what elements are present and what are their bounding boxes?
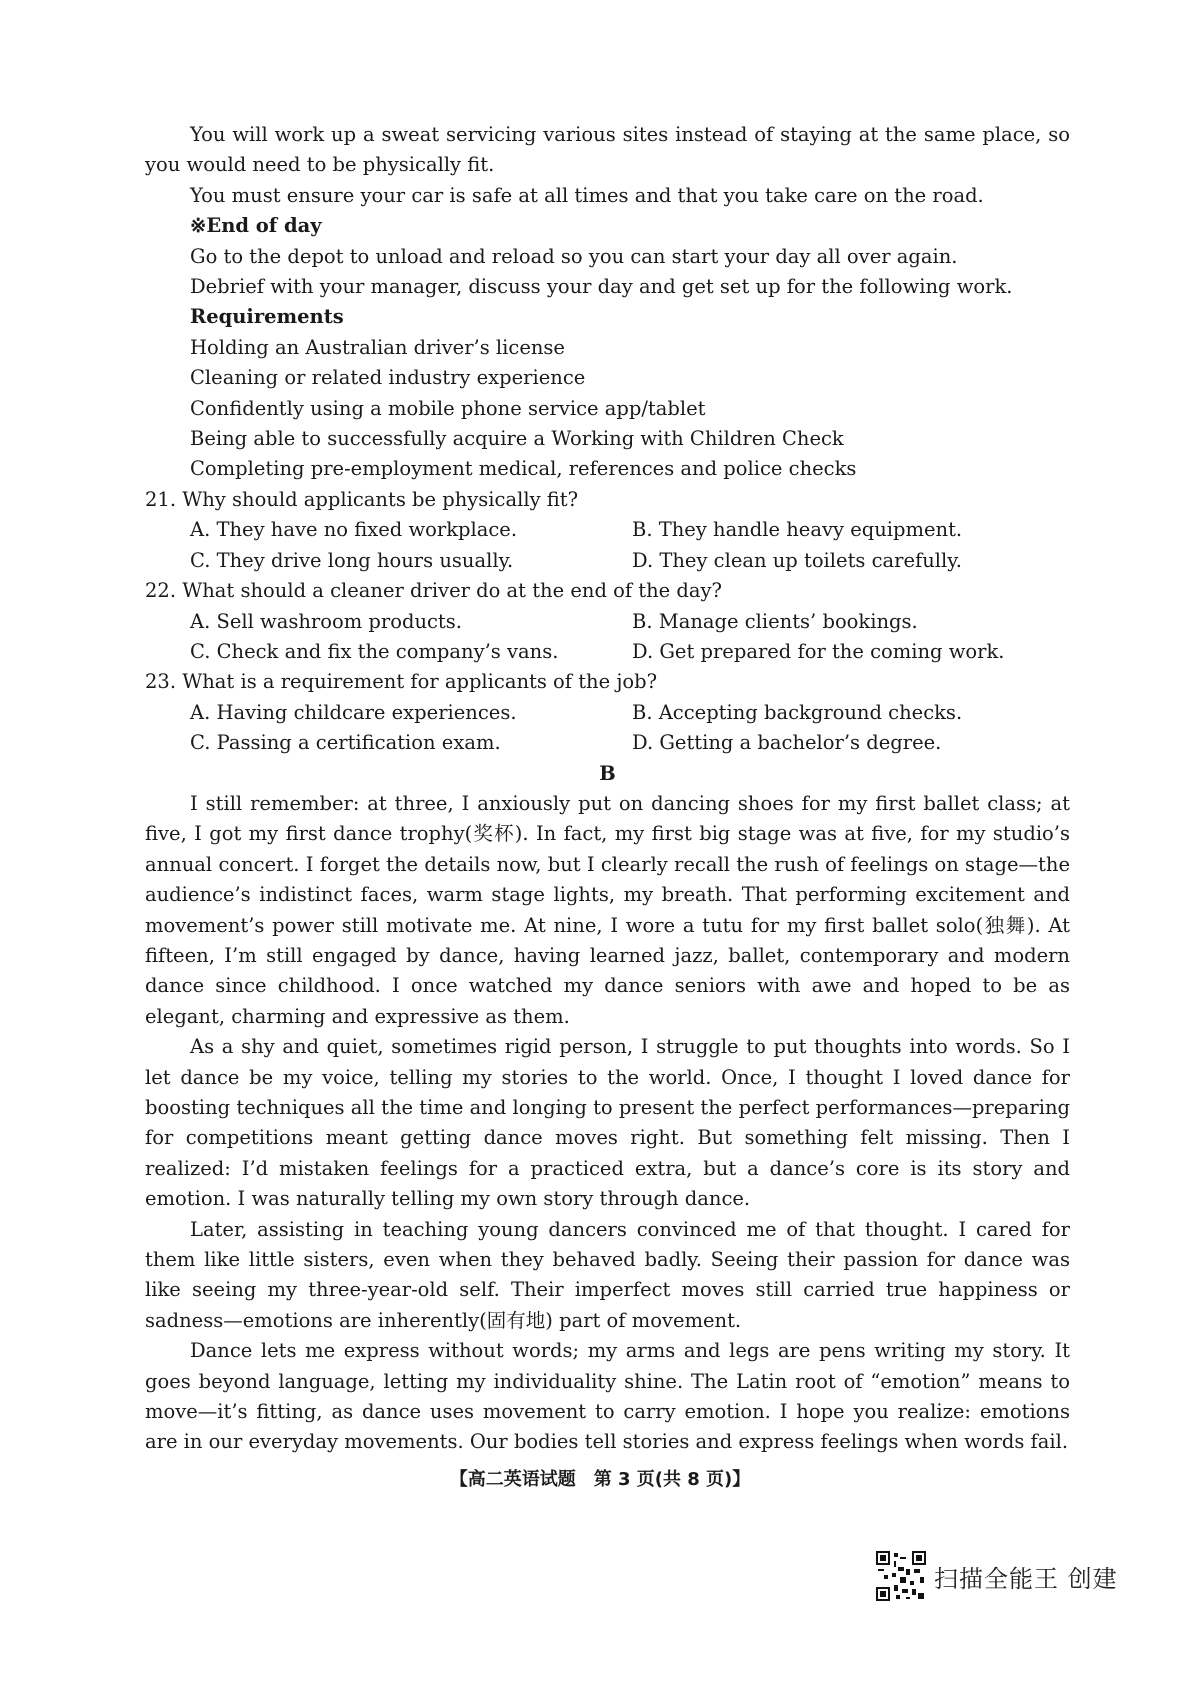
option-b: B. Accepting background checks. xyxy=(632,700,963,724)
passage-a-paragraph: Debrief with your manager, discuss your day and get set up for the following work. xyxy=(190,275,1013,299)
question-stem: 23. What is a requirement for applicants of the job? xyxy=(145,670,658,694)
passage-b-paragraph: Dance lets me express without words; my arms and legs are pens writing my story. It goes beyond language, letting my individuality shine. The Latin root of “emotion” means to move—it’s fitting, as dance uses movement to carry emotion. I hope you realize: emotions are in our everyday movements. Our bodies tell stories and express feelings when words fail. xyxy=(145,1339,1070,1454)
option-d: D. Getting a bachelor’s degree. xyxy=(632,731,942,755)
option-d: D. Get prepared for the coming work. xyxy=(632,639,1005,663)
requirements-heading: Requirements xyxy=(190,305,344,329)
requirement-item: Completing pre-employment medical, references and police checks xyxy=(190,457,857,481)
option-b: B. They handle heavy equipment. xyxy=(632,518,963,542)
page-content xyxy=(145,120,1070,1458)
question-23 xyxy=(145,667,1070,758)
requirement-item: Being able to successfully acquire a Working with Children Check xyxy=(190,427,844,451)
passage-b-paragraph: I still remember: at three, I anxiously put on dancing shoes for my first ballet class; at five, I got my first dance trophy(奖杯). In fact, my first big stage was at five, for my studio’s annual concert. I forget the details now, but I clearly recall the rush of feelings on stage—the audience’s indistinct faces, warm stage lights, my breath. That performing excitement and movement’s power still motivate me. At nine, I wore a tutu for my first ballet solo(独舞). At fifteen, I’m still engaged by dance, having learned jazz, ballet, contemporary and modern dance since childhood. I once watched my dance seniors with awe and hoped to be as elegant, charming and expressive as them. xyxy=(145,791,1070,1028)
passage-b-paragraph: Later, assisting in teaching young dancers convinced me of that thought. I cared for them like little sisters, even when they behaved badly. Seeing their passion for dance was like seeing my three-year-old self. Their imperfect moves still carried true happiness or sadness—emotions are inherently(固有地) part of movement. xyxy=(145,1217,1070,1332)
passage-a-paragraph: Go to the depot to unload and reload so you can start your day all over again. xyxy=(190,244,958,268)
option-d: D. They clean up toilets carefully. xyxy=(632,548,962,572)
end-of-day-heading: ※End of day xyxy=(190,214,322,238)
passage-a-paragraph: You will work up a sweat servicing various sites instead of staying at the same place, so you would need to be physically fit. xyxy=(145,123,1070,177)
question-stem: 22. What should a cleaner driver do at the end of the day? xyxy=(145,579,723,603)
option-c: C. They drive long hours usually. xyxy=(190,548,514,572)
scanner-watermark xyxy=(876,1548,1118,1604)
page-footer: 【高二英语试题 第 3 页(共 8 页)】 xyxy=(449,1469,751,1490)
option-a: A. Having childcare experiences. xyxy=(190,700,517,724)
passage-b-paragraph: As a shy and quiet, sometimes rigid person, I struggle to put thoughts into words. So I let dance be my voice, telling my stories to the world. Once, I thought I loved dance for boosting techniques all the time and longing to present the perfect performances—preparing for competitions meant getting dance moves right. But something felt missing. Then I realized: I’d mistaken feelings for a practiced extra, but a dance’s core is its story and emotion. I was naturally telling my own story through dance. xyxy=(145,1035,1070,1211)
requirement-item: Cleaning or related industry experience xyxy=(190,366,586,390)
option-c: C. Check and fix the company’s vans. xyxy=(190,639,559,663)
qr-code-icon xyxy=(876,1551,926,1601)
watermark-text: 扫描全能王 创建 xyxy=(934,1564,1118,1593)
option-a: A. Sell washroom products. xyxy=(190,609,462,633)
option-c: C. Passing a certification exam. xyxy=(190,731,501,755)
requirement-item: Holding an Australian driver’s license xyxy=(190,335,565,359)
question-21 xyxy=(145,485,1070,576)
question-stem: 21. Why should applicants be physically fit? xyxy=(145,487,579,511)
requirement-item: Confidently using a mobile phone service app/tablet xyxy=(190,396,706,420)
question-22 xyxy=(145,576,1070,667)
option-b: B. Manage clients’ bookings. xyxy=(632,609,918,633)
section-b-label: B xyxy=(599,761,616,785)
passage-a-paragraph: You must ensure your car is safe at all times and that you take care on the road. xyxy=(190,183,984,207)
option-a: A. They have no fixed workplace. xyxy=(190,518,518,542)
